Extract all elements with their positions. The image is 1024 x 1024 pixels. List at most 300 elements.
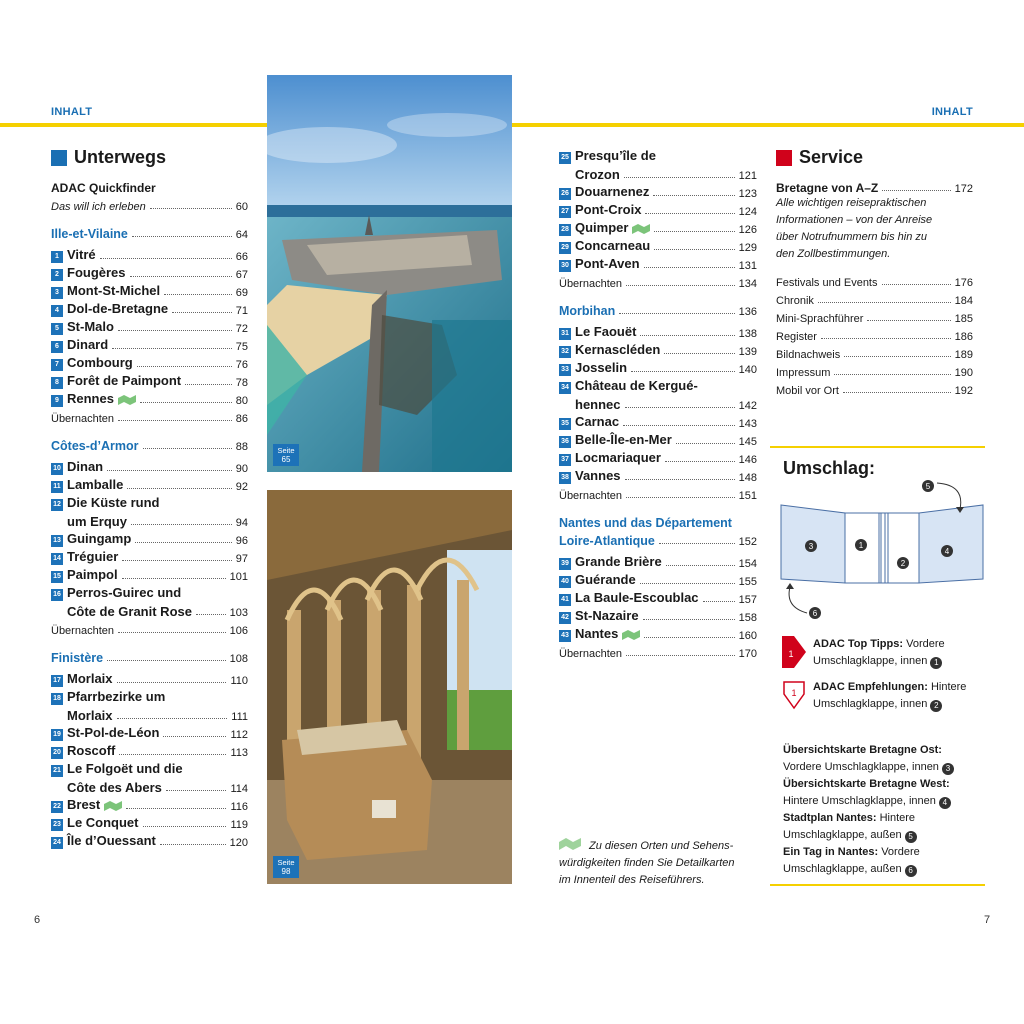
- entry-number-badge: 9: [51, 395, 63, 407]
- page-ref: 113: [230, 747, 248, 759]
- toc-entry[interactable]: [51, 475, 248, 493]
- toc-overnight[interactable]: [51, 619, 248, 637]
- toc-entry[interactable]: [559, 146, 757, 164]
- text-label: Alle wichtigen reisepraktischen: [776, 197, 927, 209]
- toc-service-item[interactable]: [776, 361, 973, 379]
- page-ref: 72: [235, 323, 248, 335]
- toc-overnight[interactable]: [51, 407, 248, 425]
- umschlag-rule-bottom: [770, 884, 985, 886]
- dot-leader: [659, 543, 735, 544]
- page-ref: 158: [738, 612, 757, 624]
- text-label: Paimpol: [67, 567, 118, 582]
- text-label: Nantes und das Département: [559, 516, 732, 530]
- page-ref: 90: [235, 463, 248, 475]
- text-label: [51, 373, 181, 389]
- page-ref: 64: [235, 229, 248, 241]
- text-label: Grande Brière: [575, 554, 662, 569]
- text-label: Quimper: [575, 220, 629, 235]
- text-label: Côtes-d’Armor: [51, 439, 139, 453]
- toc-entry[interactable]: [559, 588, 757, 606]
- toc-entry[interactable]: [51, 299, 248, 317]
- map-note: Zu diesen Orten und Sehens- würdigkeiten finden Sie Detailkarten im Innenteil des Reiseführers.: [559, 840, 735, 886]
- empfehlung-icon-number: 1: [791, 688, 797, 698]
- page-ref: 154: [738, 558, 757, 570]
- entry-number-badge: 3: [51, 287, 63, 299]
- text-label: Umschlagklappe, außen: [783, 829, 902, 841]
- page-ref: 106: [229, 625, 248, 637]
- toc-entry[interactable]: [51, 583, 248, 601]
- entry-number-badge: 35: [559, 418, 571, 430]
- text-label: Vordere: [906, 638, 945, 650]
- text-label: [51, 319, 114, 335]
- page-ref: 138: [738, 328, 757, 340]
- entry-number-badge: 10: [51, 463, 63, 475]
- blue-square-icon: [51, 150, 67, 166]
- toc-entry-cont[interactable]: [51, 601, 248, 619]
- cover-diagram: [775, 475, 990, 625]
- text-label: [559, 626, 640, 642]
- toc-entry[interactable]: [51, 317, 248, 335]
- page-ref: 103: [229, 607, 248, 619]
- page-ref: 192: [954, 385, 973, 397]
- text-label: [51, 549, 118, 565]
- page-ref: 88: [235, 441, 248, 453]
- toc-region[interactable]: [559, 512, 757, 530]
- text-label: um Erquy: [67, 514, 127, 529]
- text-label: [783, 861, 983, 878]
- text-label: Dinard: [67, 337, 109, 352]
- dot-leader: [130, 276, 232, 277]
- text-label: Vannes: [575, 468, 621, 483]
- toc-entry-cont[interactable]: [51, 777, 248, 795]
- toc-service-item[interactable]: [776, 307, 973, 325]
- toc-entry[interactable]: [51, 759, 248, 777]
- dot-leader: [654, 231, 734, 232]
- toc-entry-cont[interactable]: [559, 394, 757, 412]
- page-ref: 114: [230, 783, 248, 795]
- entry-number-badge: 34: [559, 382, 571, 394]
- map-icon: [118, 395, 136, 405]
- text-label: Die Küste rund: [67, 495, 160, 510]
- dot-leader: [625, 479, 735, 480]
- text-label: hennec: [575, 397, 621, 412]
- toc-entry[interactable]: [559, 552, 757, 570]
- entry-number-badge: 14: [51, 553, 63, 565]
- toc-entry[interactable]: [51, 831, 248, 849]
- text-label: Übersichtskarte Bretagne West:: [783, 778, 950, 790]
- text-label: ADAC Empfehlungen:: [813, 681, 928, 693]
- page-ref: 151: [738, 490, 757, 502]
- toc-overnight[interactable]: [559, 272, 757, 290]
- toc-entry[interactable]: [559, 376, 757, 394]
- text-label: [559, 414, 619, 430]
- dot-leader: [626, 497, 735, 498]
- toc-region[interactable]: [51, 223, 248, 241]
- text-label: Übersichtskarte Bretagne Ost:: [783, 744, 942, 756]
- toc-entry[interactable]: [51, 687, 248, 705]
- toc-entry[interactable]: [559, 340, 757, 358]
- cover-marker-6: 6: [812, 609, 818, 618]
- toc-entry[interactable]: [51, 353, 248, 371]
- toc-entry[interactable]: [559, 182, 757, 200]
- dot-leader: [882, 284, 951, 285]
- toc-entry[interactable]: [559, 322, 757, 340]
- toc-entry[interactable]: [51, 371, 248, 389]
- text-label: [783, 827, 983, 844]
- text-label: [559, 468, 621, 484]
- toc-entry[interactable]: [559, 624, 757, 642]
- page-ref: 134: [738, 278, 757, 290]
- toc-region[interactable]: [559, 300, 757, 318]
- entry-number-badge: 19: [51, 729, 63, 741]
- toc-entry[interactable]: [51, 741, 248, 759]
- page-ref: 143: [738, 418, 757, 430]
- text-label: [51, 477, 123, 493]
- toc-entry[interactable]: [51, 493, 248, 511]
- text-label: [51, 531, 131, 547]
- entry-number-badge: 33: [559, 364, 571, 376]
- toc-right-column: [776, 177, 973, 397]
- text-label: [51, 265, 126, 281]
- entry-number-badge: 24: [51, 837, 63, 849]
- toc-entry[interactable]: [51, 335, 248, 353]
- dot-leader: [626, 655, 735, 656]
- text-label: Das will ich erleben: [51, 201, 146, 213]
- entry-number-badge: 2: [51, 269, 63, 281]
- toc-entry[interactable]: [559, 200, 757, 218]
- dot-leader: [665, 461, 735, 462]
- text-label: Dol-de-Bretagne: [67, 301, 169, 316]
- text-label: Brest: [67, 797, 101, 812]
- dot-leader: [117, 718, 228, 719]
- page-ref: 108: [229, 653, 248, 665]
- toc-entry[interactable]: [559, 430, 757, 448]
- page-ref: 189: [954, 349, 973, 361]
- dot-leader: [118, 632, 226, 633]
- toc-entry-cont[interactable]: [559, 164, 757, 182]
- dot-leader: [131, 524, 232, 525]
- page-ref: 123: [738, 188, 757, 200]
- ref-circle-badge: 2: [930, 700, 942, 712]
- text-label: [559, 608, 639, 624]
- toc-entry[interactable]: [51, 457, 248, 475]
- map-references: [783, 742, 983, 878]
- dot-leader: [112, 348, 232, 349]
- text-label: Josselin: [575, 360, 628, 375]
- toc-entry[interactable]: [51, 669, 248, 687]
- dot-leader: [137, 366, 232, 367]
- header-rule-right: [511, 123, 1024, 127]
- text-label: über Notrufnummern bis hin zu: [776, 231, 928, 243]
- text-label: [51, 743, 115, 759]
- text-label: Übernachten: [559, 648, 622, 660]
- dot-leader: [100, 258, 232, 259]
- page-ref: 97: [235, 553, 248, 565]
- page-ref: 148: [738, 472, 757, 484]
- page-ref: 139: [738, 346, 757, 358]
- text-label: Le Conquet: [67, 815, 139, 830]
- text-label: [51, 833, 156, 849]
- entry-number-badge: 21: [51, 765, 63, 777]
- dot-leader: [160, 844, 226, 845]
- dot-leader: [118, 420, 232, 421]
- dot-leader: [623, 425, 735, 426]
- text-label: Pont-Aven: [575, 256, 640, 271]
- page-ref: 66: [235, 251, 248, 263]
- toc-entry[interactable]: [51, 245, 248, 263]
- text-label: [783, 759, 983, 776]
- dot-leader: [834, 374, 950, 375]
- dot-leader: [653, 195, 734, 196]
- toc-entry-cont[interactable]: [51, 705, 248, 723]
- entry-number-badge: 20: [51, 747, 63, 759]
- dot-leader: [143, 448, 232, 449]
- text-label: Fougères: [67, 265, 126, 280]
- page-ref: 155: [738, 576, 757, 588]
- ref-circle-badge: 6: [905, 865, 917, 877]
- page-ref: 69: [235, 287, 248, 299]
- page-ref: 94: [235, 517, 248, 529]
- text-label: [559, 238, 650, 254]
- entry-number-badge: 15: [51, 571, 63, 583]
- page-ref: 67: [235, 269, 248, 281]
- text-label: [559, 360, 627, 376]
- toc-entry[interactable]: [51, 281, 248, 299]
- ref-circle-badge: 5: [905, 831, 917, 843]
- cover-marker-2: 2: [900, 559, 906, 568]
- text-label: ADAC Top Tipps:: [813, 638, 904, 650]
- entry-number-badge: 23: [51, 819, 63, 831]
- text-label: Lamballe: [67, 477, 124, 492]
- az-description: [776, 195, 973, 263]
- dot-leader: [619, 313, 734, 314]
- text-label: [559, 202, 641, 218]
- text-label: [51, 459, 103, 475]
- text-label: Kernascléden: [575, 342, 661, 357]
- toc-entry[interactable]: [559, 570, 757, 588]
- toc-entry[interactable]: [51, 813, 248, 831]
- page-ref: 120: [229, 837, 248, 849]
- entry-number-badge: 6: [51, 341, 63, 353]
- text-label: [51, 301, 168, 317]
- dot-leader: [882, 190, 950, 191]
- toc-service-item[interactable]: [776, 271, 973, 289]
- page-number-right: 7: [984, 914, 991, 926]
- toc-region[interactable]: [51, 435, 248, 453]
- toc-service-item[interactable]: [776, 289, 973, 307]
- entry-number-badge: 39: [559, 558, 571, 570]
- text-label: Rennes: [67, 391, 114, 406]
- page-ref: 121: [738, 170, 757, 182]
- toc-region-cont[interactable]: [559, 530, 757, 548]
- page-ref: 136: [738, 306, 757, 318]
- dot-leader: [818, 302, 951, 303]
- text-label: [559, 590, 699, 606]
- page-ref: 76: [235, 359, 248, 371]
- dot-leader: [867, 320, 950, 321]
- text-label: Crozon: [575, 167, 620, 182]
- page-badge-bottom: Seite 98: [273, 856, 299, 878]
- text-label: Stadtplan Nantes:: [783, 812, 877, 824]
- page-ref: 60: [235, 201, 248, 213]
- page-ref: 110: [230, 675, 248, 687]
- dot-leader: [821, 338, 951, 339]
- toc-entry[interactable]: [559, 606, 757, 624]
- photo-cloister: [267, 490, 512, 884]
- text-label: [559, 220, 650, 236]
- toc-entry[interactable]: [559, 218, 757, 236]
- page-ref: 75: [235, 341, 248, 353]
- ref-circle-badge: 4: [939, 797, 951, 809]
- dot-leader: [118, 330, 232, 331]
- text-label: Bildnachweis: [776, 349, 841, 361]
- toc-entry[interactable]: [51, 263, 248, 281]
- toc-az[interactable]: [776, 177, 973, 195]
- dot-leader: [703, 601, 735, 602]
- toc-quickfinder[interactable]: [51, 195, 248, 213]
- dot-leader: [664, 353, 734, 354]
- ref-circle-badge: 3: [942, 763, 954, 775]
- text-label: [559, 450, 661, 466]
- dot-leader: [844, 356, 950, 357]
- top-tipp-icon: [782, 636, 806, 668]
- text-label: Mobil vor Ort: [776, 385, 839, 397]
- text-label: Combourg: [67, 355, 133, 370]
- text-label: Île d’Ouessant: [67, 833, 156, 848]
- text-label: [559, 324, 636, 340]
- entry-number-badge: 27: [559, 206, 571, 218]
- toc-service-item[interactable]: [776, 379, 973, 397]
- toc-entry[interactable]: [51, 547, 248, 565]
- text-label: [51, 355, 133, 371]
- toc-entry[interactable]: [51, 529, 248, 547]
- text-label: [51, 761, 183, 777]
- toc-entry[interactable]: [559, 466, 757, 484]
- toc-entry[interactable]: [559, 412, 757, 430]
- text-label: Le Folgoët und die: [67, 761, 183, 776]
- text-label: [51, 725, 159, 741]
- text-label: Guingamp: [67, 531, 132, 546]
- dot-leader: [172, 312, 232, 313]
- text-label: Register: [776, 331, 817, 343]
- dot-leader: [143, 826, 227, 827]
- entry-number-badge: 25: [559, 152, 571, 164]
- toc-region[interactable]: [51, 647, 248, 665]
- toc-overnight[interactable]: [559, 642, 757, 660]
- text-label: Roscoff: [67, 743, 116, 758]
- page-ref: 186: [954, 331, 973, 343]
- dot-leader: [644, 267, 735, 268]
- page-ref: 124: [738, 206, 757, 218]
- text-label: [813, 696, 988, 713]
- map-icon: [632, 224, 650, 234]
- text-label: Bretagne von A–Z: [776, 181, 879, 195]
- toc-entry[interactable]: [51, 565, 248, 583]
- page-ref: 92: [235, 481, 248, 493]
- dot-leader: [624, 177, 735, 178]
- page-ref: 184: [954, 295, 973, 307]
- text-label: [813, 653, 983, 670]
- ref-circle-badge: 1: [930, 657, 942, 669]
- toc-service-item[interactable]: [776, 343, 973, 361]
- text-label: Übernachten: [51, 413, 114, 425]
- page-ref: 116: [230, 801, 248, 813]
- text-label: St-Nazaire: [575, 608, 639, 623]
- text-label: [783, 793, 983, 810]
- toc-entry[interactable]: [559, 448, 757, 466]
- toc-overnight[interactable]: [559, 484, 757, 502]
- text-label: ADAC Quickfinder: [51, 181, 156, 195]
- toc-entry[interactable]: [559, 358, 757, 376]
- text-label: Informationen – von der Anreise: [776, 214, 933, 226]
- text-label: [559, 148, 656, 164]
- text-label: [813, 636, 983, 653]
- text-label: Forêt de Paimpont: [67, 373, 182, 388]
- entry-number-badge: 4: [51, 305, 63, 317]
- text-label: Carnac: [575, 414, 620, 429]
- dot-leader: [631, 371, 735, 372]
- page-ref: 142: [738, 400, 757, 412]
- text-label: den Zollbestimmungen.: [776, 248, 891, 260]
- entry-number-badge: 41: [559, 594, 571, 606]
- legend-empfehlungen: [813, 679, 988, 713]
- toc-left-column: [51, 177, 248, 849]
- page-ref: 140: [738, 364, 757, 376]
- page-ref: 71: [235, 305, 248, 317]
- text-label: [51, 585, 181, 601]
- map-icon: [104, 801, 122, 811]
- page-ref: 157: [738, 594, 757, 606]
- entry-number-badge: 16: [51, 589, 63, 601]
- text-label: Vordere: [881, 846, 920, 858]
- cover-marker-1: 1: [858, 541, 864, 550]
- toc-entry[interactable]: [51, 795, 248, 813]
- page-ref: 86: [235, 413, 248, 425]
- toc-service-item[interactable]: [776, 325, 973, 343]
- text-label: Nantes: [575, 626, 619, 641]
- entry-number-badge: 11: [51, 481, 63, 493]
- toc-entry[interactable]: [51, 723, 248, 741]
- page-ref: 111: [231, 711, 248, 723]
- text-label: Pont-Croix: [575, 202, 642, 217]
- text-label: Ein Tag in Nantes:: [783, 846, 879, 858]
- text-label: La Baule-Escoublac: [575, 590, 699, 605]
- toc-entry[interactable]: [51, 389, 248, 407]
- text-label: [51, 671, 113, 687]
- text-label: Hintere: [930, 681, 967, 693]
- page-ref: 145: [738, 436, 757, 448]
- text-label: Vitré: [67, 247, 96, 262]
- entry-number-badge: 7: [51, 359, 63, 371]
- text-label: Côte des Abers: [67, 780, 162, 795]
- text-label: [51, 247, 96, 263]
- toc-entry[interactable]: [559, 236, 757, 254]
- page-ref: 96: [235, 535, 248, 547]
- entry-number-badge: 43: [559, 630, 571, 642]
- text-label: Château de Kergué-: [575, 378, 698, 393]
- text-label: Côte de Granit Rose: [67, 604, 192, 619]
- text-label: Finistère: [51, 651, 104, 665]
- text-label: Umschlagklappe, außen: [783, 863, 902, 875]
- dot-leader: [843, 392, 951, 393]
- toc-entry[interactable]: [559, 254, 757, 272]
- text-label: [51, 815, 139, 831]
- toc-quickfinder-title[interactable]: [51, 177, 248, 195]
- text-label: Morlaix: [67, 671, 113, 686]
- text-label: Morbihan: [559, 304, 616, 318]
- entry-number-badge: 36: [559, 436, 571, 448]
- toc-entry-cont[interactable]: [51, 511, 248, 529]
